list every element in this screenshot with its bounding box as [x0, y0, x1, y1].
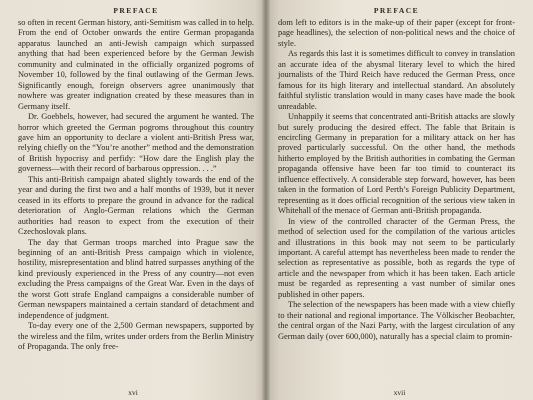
right-paragraph-2: As regards this last it is sometimes difficult to convey in translation an accurate idea of the abysmal literary level to which the hired journalists of the Third Reich have reduced the German Press, once famous for its high literary and intellectual standard. An absolutely faithful stylistic translation would in many cases have made the book unreadable.	[278, 49, 515, 111]
right-paragraph-1: dom left to editors is in the make-up of their paper (except for front-page headlines), the selection of non-political news and the choice of style.	[278, 18, 515, 48]
left-running-head: PREFACE	[113, 6, 159, 15]
right-page-number: xvii	[393, 388, 406, 397]
left-page-number: xvi	[128, 388, 138, 397]
left-paragraph-2: Dr. Goebbels, however, had secured the argument he wanted. The horror which greeted the German pogroms throughout this country gave him an opportunity to declare a violent anti-British Press war, relying chiefly on the “You’re another” method and the demonstration of British hypocrisy and perfidy: “How dare the English play the governess—with their record of barbarous oppression. . . .”	[18, 112, 254, 174]
right-paragraph-4: In view of the controlled character of the German Press, the method of selection used for the compilation of the various articles and illustrations in this book may not seem to be particularly important. A careful attempt has nevertheless been made to render the selection as representative as possible, both as regards the type of article and the newspaper from which it has been taken. Each article must be regarded as representing a vast number of similar ones published in other papers.	[278, 216, 515, 299]
left-paragraph-4: The day that German troops marched into Prague saw the beginning of an anti-British Press campaign which in violence, hostility, misrepresentation and blind hatred surpasses anything of the kind previously experienced in the Press of any country—not even excluding the Press campaigns of the Great War. Even in the days of the worst Gott strafe England campaigns a considerable number of German newspapers maintained a certain standard of detachment and independence of judgment.	[18, 237, 254, 320]
right-paragraph-3: Unhappily it seems that concentrated anti-British attacks are slowly but surely producing the desired effect. The fable that Britain is encircling Germany in preparation for a military attack on her has proved particularly successful. On the other hand, the methods hitherto employed by the British authorities in combating the German propaganda offensive have been far too timid to counteract its influence effectively. A considerable step forward, however, has been taken in the formation of Lord Perth’s Foreign Publicity Department, representing as it does official recognition of the serious view taken in Whitehall of the menace of German anti-British propaganda.	[278, 112, 515, 216]
right-paragraph-5: The selection of the newspapers has been made with a view chiefly to their national and regional importance. The Völkischer Beobachter, the central organ of the Nazi Party, with the largest circulation of any German daily (over 600,000), naturally has a special claim to promin-	[278, 300, 515, 341]
left-paragraph-3: This anti-British campaign abated slightly towards the end of the year and during the first two and a half months of 1939, but it never ceased in its efforts to prepare the ground in advance for the radical deterioration of Anglo-German relations which the German authorities had reason to expect from the execution of their Czechoslovak plans.	[18, 174, 254, 237]
left-page	[0, 0, 266, 400]
left-paragraph-1: so often in recent German history, anti-Semitism was called in to help. From the end of October onwards the entire German propaganda apparatus launched an anti-Jewish campaign which surpassed anything that had been experienced before by the German Jewish community and culminated in the officially organized pogroms of November 10, followed by the final outlawing of the German Jews. Significantly enough, foreign observers agree unanimously that nowhere was greater indignation created by these measures than in Germany itself.	[18, 18, 254, 111]
right-page	[266, 0, 533, 400]
right-running-head: PREFACE	[373, 6, 420, 15]
book-gutter	[262, 0, 270, 400]
left-paragraph-5: To-day every one of the 2,500 German newspapers, supported by the wireless and the film, writes under orders from the Berlin Ministry of Propaganda. The only free-	[18, 321, 254, 352]
